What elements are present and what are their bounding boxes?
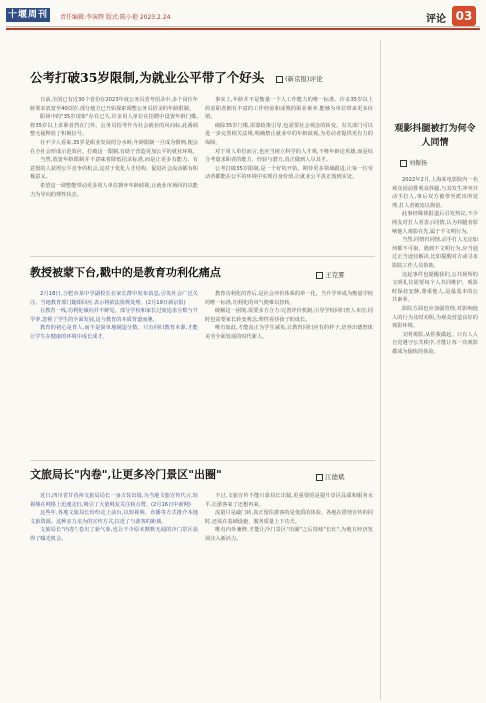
- paragraph: 破解这一困境,需要多方合力:完善评价机制,引导学校回归育人本位;同时也需要家长转变观念,理性看待孩子的成长。: [205, 308, 373, 323]
- paragraph: 唯有如此,才能真正为学生减负,让教育回归应有的样子,培养出德智体美劳全面发展的时代新人。: [205, 325, 373, 340]
- main-source: [276, 74, 323, 83]
- paragraph: 日前,全国已有近30个省份在2023年度公务员省考招录中,多个岗位年龄要求放宽至40周岁,部分地方已开始探索调整公务员招录的年龄限制。: [30, 97, 198, 112]
- paragraph: 文明观影,从你我做起。只有人人自觉遵守公共秩序,才能让每一次观影都成为愉快的体验。: [392, 331, 478, 355]
- paragraph: 近日,四川省甘孜州文旅局局长一身古装出镜,为当地文旅宣传代言,短视频在网络上迅速走红,吸引了大量网友关注和点赞。(2月16日中新网): [30, 493, 198, 508]
- page-header: [0, 0, 486, 34]
- header-rule: [6, 26, 480, 27]
- paragraph: 教育的初心是育人,而不是简单地制造分数。只有回归教育本源,才能让学生在健康的环境中成长成才。: [30, 325, 198, 340]
- paragraph: 教育功利化的背后,是社会评价体系的单一化。当升学率成为衡量学校的唯一标准,功利化的风气便难以扭转。: [205, 291, 373, 306]
- square-icon: [316, 272, 323, 279]
- paragraph: 在教育一线,功利化倾向并不鲜见。部分学校和家长过度追求分数与升学率,忽视了学生的全面发展,这与教育的本质背道而驰。: [30, 308, 198, 323]
- paragraph: 公考打破35岁限制,是一个好的开始。期待更多领域跟进,让每一位劳动者都能在公平的环境中实现自身价值,让就业公平真正落到实处。: [205, 165, 373, 181]
- paragraph: 影院方面也应加强管理,对影响他人的行为及时劝阻,为观众营造良好的观影环境。: [392, 305, 478, 330]
- paragraph: 这起事件也提醒我们,公共场所的文明礼仪需要每个人共同维护。观影时保持安静,尊重他人,是最基本的公共素养。: [392, 271, 478, 304]
- main-source-text: (新京报)评论: [285, 75, 323, 83]
- paragraph: 当然,放宽年龄限制并不意味着降低招录标准,而是让更多有能力、有意愿的人获得公平竞争的机会,这对于优化人才结构、促进社会流动都有积极意义。: [30, 157, 198, 181]
- masthead-logo: 十堰周刊: [7, 10, 48, 20]
- paragraph: 2022年2月,上海某电影院内一名观众因前排观众抖腿,与其发生冲突并动手打人,事后双方被带至派出所处理,打人者被处以拘留。: [392, 177, 478, 209]
- side-article-body: [392, 176, 478, 696]
- main-article-col2: [205, 96, 373, 248]
- education-author-text: 王克雾: [325, 271, 345, 279]
- section-title: 评论: [426, 14, 446, 25]
- page-number-badge: 03: [452, 6, 476, 26]
- header-red-rule: [6, 28, 480, 30]
- paragraph: 事实上,年龄并不是衡量一个人工作能力的唯一标准。许多35岁以上的求职者拥有丰富的工作经验和成熟的职业素养,能够为单位带来更多价值。: [205, 97, 373, 121]
- paragraph: 职场中的"35岁现象"存在已久,许多用人单位在招聘中设置年龄门槛,将35岁以上求职者挡在门外。公务员招考作为社会就业的风向标,此番调整无疑释放了积极信号。: [30, 114, 198, 138]
- paragraph: 对于用人单位而言,也应当树立科学的人才观,不唯年龄论英雄,而是综合考量求职者的能力、经验与潜力,真正做到人尽其才。: [205, 148, 373, 164]
- column-divider: [380, 40, 381, 700]
- square-icon: [276, 76, 283, 83]
- paragraph: 流量只是敲门砖,真正留住游客的是优质的体验。各地在借势宣传的同时,还需在基础设施、服务质量上下功夫。: [205, 510, 373, 525]
- section-divider: [30, 460, 375, 461]
- paragraph: 不过,文旅宣传不能只靠局长出镜,更重要的是提升景区品质和服务水平,让游客来了还想再来。: [205, 493, 373, 508]
- paragraph: 当然,同情归同情,动手打人无论如何都不可取。遇到不文明行为,应当通过正当途径解决,比如提醒对方或寻求影院工作人员帮助。: [392, 237, 478, 269]
- editor-credits: 责任编辑:李演辉 版式:陈小艳 2023.2.24: [60, 14, 171, 21]
- culture-author-text: 江德斌: [325, 473, 345, 481]
- culture-col1: [30, 492, 198, 696]
- education-author: [316, 270, 345, 279]
- paragraph: 这些年,各地文旅局长纷纷走上前台,以短视频、直播等方式推介本地文旅资源。这种亲力亲为的宣传方式,拉近了与游客的距离。: [30, 510, 198, 525]
- paragraph: 2月18日,合肥市某中学副校长在家长群中发布消息,引发社会广泛关注。当地教育部门随即回应,表示将依法依规处理。(2月19日新京报): [30, 291, 198, 306]
- square-icon: [316, 474, 323, 481]
- main-article-col1: [30, 96, 198, 248]
- paragraph: 在不少人看来,35岁是职业发展的分水岭,年龄限制一旦成为惯例,便会在全社会形成示范效应。打破这一限制,有助于营造更加公平的就业环境。: [30, 139, 198, 155]
- paragraph: 希望这一调整能带动更多用人单位摒弃年龄歧视,让就业市场回归以能力为导向的理性状态。: [30, 182, 198, 198]
- paragraph: 唯有内外兼修,才能让冷门景区"出圈"之后持续"长红",为地方经济发展注入新活力。: [205, 527, 373, 542]
- paragraph: 文旅局长"内卷",卷出了新气象,也让不少原本默默无闻的冷门景区获得了曝光机会。: [30, 527, 198, 542]
- side-author-text: 刘振扬: [409, 160, 428, 167]
- main-headline: 公考打破35岁限制,为就业公平带了个好头: [30, 70, 265, 85]
- education-col1: [30, 290, 198, 454]
- side-headline: 观影抖腿被打为何令人同情: [394, 124, 476, 148]
- education-col2: [205, 290, 373, 454]
- side-author: [400, 158, 427, 167]
- culture-author: [316, 472, 345, 481]
- paragraph: 破除35岁门槛,需要政策引导,也需要社会观念的转变。有关部门可以进一步完善相关法规,明确禁止就业中的年龄歧视,为劳动者提供更有力的保障。: [205, 122, 373, 146]
- square-icon: [400, 160, 407, 167]
- culture-headline: 文旅局长"内卷",让更多冷门景区"出圈": [30, 468, 222, 481]
- paragraph: 此事经媒体报道后引发热议,不少网友对打人者表示同情,认为抖腿者影响他人观影在先,属于不文明行为。: [392, 211, 478, 235]
- education-headline: 教授被蒙下台,戳中的是教育功利化痛点: [30, 266, 221, 279]
- section-divider: [30, 256, 375, 257]
- culture-col2: [205, 492, 373, 696]
